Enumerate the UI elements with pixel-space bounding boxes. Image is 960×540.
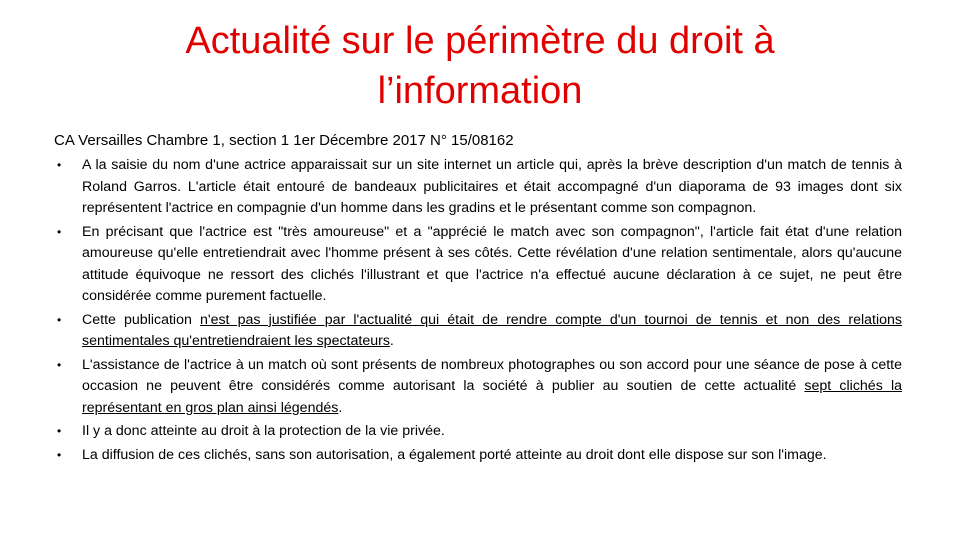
bullet-text: La diffusion de ces clichés, sans son autorisation, a également porté atteinte au droit dont elle dispose sur son l'image. (82, 446, 827, 463)
bullet-item (54, 155, 902, 220)
bullet-text-start: Cette publication (82, 311, 200, 328)
bullet-dot-icon: • (57, 312, 62, 327)
bullet-text: Il y a donc atteinte au droit à la protection de la vie privée. (82, 423, 445, 439)
bullet-text: A la saisie du nom d'une actrice apparaissait sur un site internet un article qui, après la brève description d'un match de tennis à Roland Garros. L'article était entouré de bandeaux publicitaires et était accompagné d'un diaporama de 93 images dont six représentent l'actrice en compagnie d'un homme dans les gradins et le présentant comme son compagnon. (82, 157, 902, 216)
bullet-dot-icon: • (57, 447, 62, 462)
slide-title (80, 16, 880, 116)
underlined-text: sept clichés la représentant en gros plan ainsi légendés (82, 378, 903, 416)
slide-title-line-2: l’information (377, 70, 583, 112)
bullet-dot-icon: • (57, 357, 62, 372)
bullet-dot-icon: • (57, 424, 62, 438)
bullet-item (54, 310, 902, 353)
slide-title-line-1: Actualité sur le périmètre du droit à (185, 20, 775, 62)
bullet-list (54, 155, 902, 468)
bullet-text-end: . (389, 333, 394, 349)
bullet-item (54, 222, 902, 308)
bullet-text-end: . (338, 399, 343, 416)
bullet-item (54, 355, 902, 420)
underlined-text: n'est pas justifiée par l'actualité qui était de rendre compte d'un tournoi de tennis et non des relations sentimentales qu'entretiendraient les spectateurs (82, 311, 902, 349)
bullet-item (54, 445, 902, 467)
bullet-text-start: L'assistance de l'actrice à un match où sont présents de nombreux photographes ou son accord pour une séance de pose à cette occasion ne peuvent être considérés comme autorisant la société à publier au soutien de cette actualité (82, 356, 902, 394)
bullet-item (54, 421, 902, 443)
case-reference: CA Versailles Chambre 1, section 1 1er Décembre 2017 N° 15/08162 (54, 132, 514, 149)
bullet-text: En précisant que l'actrice est "très amoureuse" et a "apprécié le match avec son compagnon", l'article fait état d'une relation amoureuse qu'elle entretiendrait avec l'homme présent à ses côtés. Cette révélation d'une relation sentimentale, alors qu'aucune attitude équivoque ne ressort des clichés l'illustrant et que l'actrice n'a effectué aucune déclaration à ce sujet, ne peut être considérée comme purement factuelle. (82, 223, 902, 304)
bullet-dot-icon: • (57, 158, 62, 172)
bullet-dot-icon: • (57, 224, 62, 239)
